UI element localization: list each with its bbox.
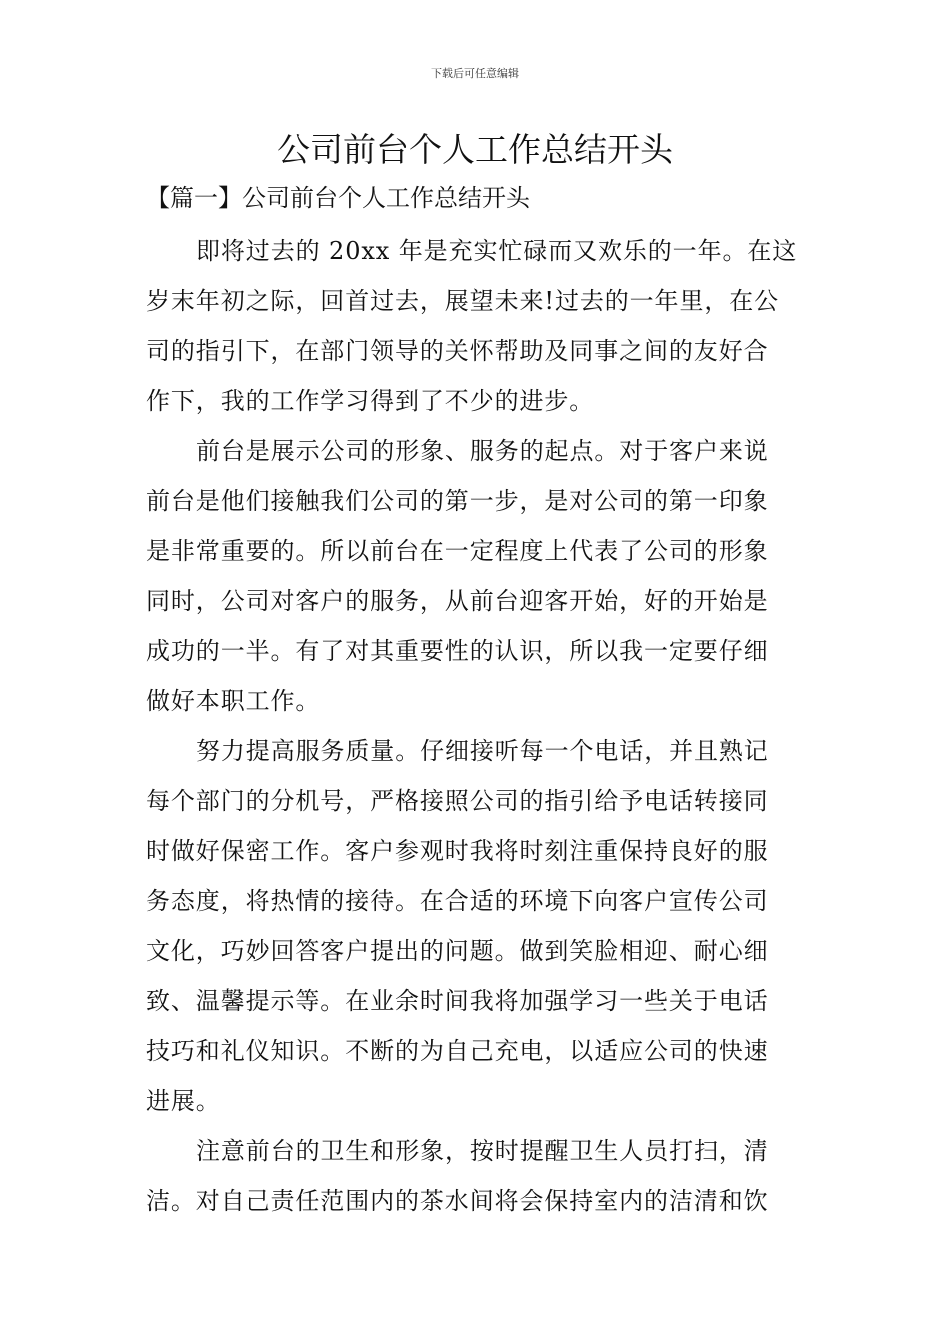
section-heading: 【篇一】公司前台个人工作总结开头	[146, 184, 530, 212]
text-line: 是非常重要的。所以前台在一定程度上代表了公司的形象	[146, 537, 769, 565]
paragraph	[146, 1126, 808, 1226]
text-line: 成功的一半。有了对其重要性的认识，所以我一定要仔细	[146, 637, 769, 665]
document-body	[146, 226, 808, 1226]
text-line: 司的指引下，在部门领导的关怀帮助及同事之间的友好合	[146, 337, 769, 365]
text-line: 文化，巧妙回答客户提出的问题。做到笑脸相迎、耐心细	[146, 937, 769, 965]
text-line: 致、温馨提示等。在业余时间我将加强学习一些关于电话	[146, 987, 769, 1015]
text-line: 务态度，将热情的接待。在合适的环境下向客户宣传公司	[146, 887, 769, 915]
document-title: 公司前台个人工作总结开头	[277, 130, 673, 169]
text-line: 每个部门的分机号，严格接照公司的指引给予电话转接同	[146, 787, 769, 815]
text-line: 做好本职工作。	[146, 687, 321, 715]
text-line: 努力提高服务质量。仔细接听每一个电话，并且熟记	[196, 737, 769, 765]
text-line: 技巧和礼仪知识。不断的为自己充电，以适应公司的快速	[146, 1037, 769, 1065]
text-line: 同时，公司对客户的服务，从前台迎客开始，好的开始是	[146, 587, 769, 615]
paragraph	[146, 726, 808, 1126]
paragraph	[146, 426, 808, 726]
text-line: 作下，我的工作学习得到了不少的进步。	[146, 387, 595, 415]
text-line: 前台是他们接触我们公司的第一步，是对公司的第一印象	[146, 487, 769, 515]
header-note: 下载后可任意编辑	[431, 67, 519, 80]
text-line: 前台是展示公司的形象、服务的起点。对于客户来说	[196, 437, 769, 465]
text-line: 岁末年初之际，回首过去，展望未来!过去的一年里，在公	[146, 287, 780, 315]
text-line: 时做好保密工作。客户参观时我将时刻注重保持良好的服	[146, 837, 769, 865]
text-line: 洁。对自己责任范围内的茶水间将会保持室内的洁清和饮	[146, 1187, 769, 1215]
text-line: 进展。	[146, 1087, 221, 1115]
text-line: 注意前台的卫生和形象，按时提醒卫生人员打扫，清	[196, 1137, 769, 1165]
text-line: 即将过去的 20xx 年是充实忙碌而又欢乐的一年。在这	[196, 237, 798, 265]
paragraph	[146, 226, 808, 426]
